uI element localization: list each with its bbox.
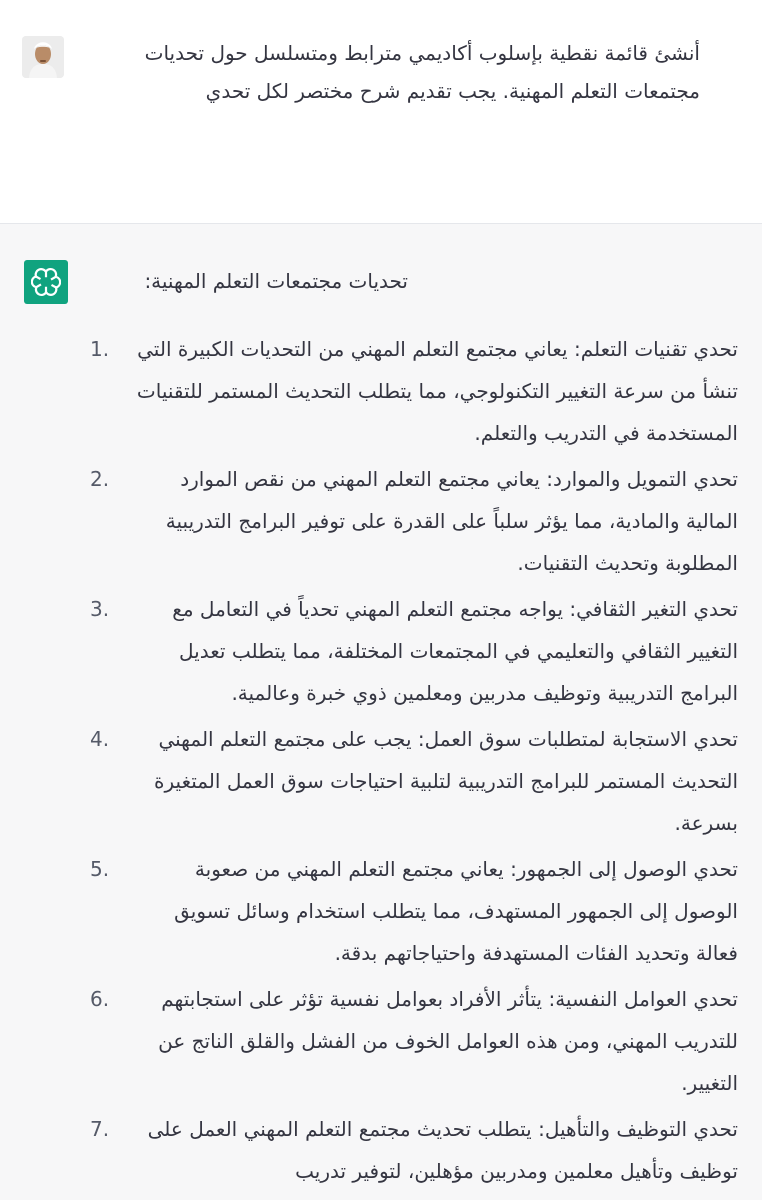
item-number: 7. — [90, 1117, 110, 1141]
user-avatar-photo — [22, 36, 64, 78]
item-text: تحدي التغير الثقافي: يواجه مجتمع التعلم المهني تحدياً في التعامل مع التغيير الثقافي والتعليمي في المجتمعات المختلفة، مما يتطلب تعديل البرامج التدريبية وتوظيف مدربين ومعلمين ذوي خبرة وعالمية. — [172, 597, 738, 705]
item-number: 5. — [90, 857, 110, 881]
list-item — [90, 458, 738, 584]
chatgpt-logo-icon — [24, 260, 68, 304]
list-item — [90, 978, 738, 1104]
item-number: 2. — [90, 467, 110, 491]
list-item — [90, 1108, 738, 1192]
item-number: 6. — [90, 987, 110, 1011]
list-item — [90, 328, 738, 454]
item-text: تحدي العوامل النفسية: يتأثر الأفراد بعوامل نفسية تؤثر على استجابتهم للتدريب المهني، ومن هذه العوامل الخوف من الفشل والقلق الناتج عن التغيير. — [158, 987, 738, 1095]
item-text: تحدي الوصول إلى الجمهور: يعاني مجتمع التعلم المهني من صعوبة الوصول إلى الجمهور المستهدف، مما يتطلب استخدام وسائل تسويق فعالة وتحديد الفئات المستهدفة واحتياجاتهم بدقة. — [174, 857, 738, 965]
list-item — [90, 848, 738, 974]
item-text: تحدي التوظيف والتأهيل: يتطلب تحديث مجتمع التعلم المهني العمل على توظيف وتأهيل معلمين ومدربين مؤهلين، لتوفير تدريب — [147, 1117, 738, 1183]
item-number: 1. — [90, 337, 110, 361]
assistant-message — [0, 224, 762, 1200]
challenges-list — [90, 328, 738, 1196]
user-avatar — [22, 36, 64, 78]
answer-heading: تحديات مجتمعات التعلم المهنية: — [144, 269, 408, 293]
list-item — [90, 588, 738, 714]
list-item — [90, 718, 738, 844]
item-text: تحدي التمويل والموارد: يعاني مجتمع التعلم المهني من نقص الموارد المالية والمادية، مما يؤثر سلباً على القدرة على توفير البرامج التدريبية المطلوبة وتحديث التقنيات. — [165, 467, 738, 575]
item-text: تحدي تقنيات التعلم: يعاني مجتمع التعلم المهني من التحديات الكبيرة التي تنشأ من سرعة التغيير التكنولوجي، مما يتطلب التحديث المستمر للتقنيات المستخدمة في التدريب والتعلم. — [136, 337, 738, 445]
user-message-text: أنشئ قائمة نقطية بإسلوب أكاديمي مترابط ومتسلسل حول تحديات مجتمعات التعلم المهنية. يجب تقديم شرح مختصر لكل تحدي — [144, 41, 700, 103]
item-text: تحدي الاستجابة لمتطلبات سوق العمل: يجب على مجتمع التعلم المهني التحديث المستمر للبرامج التدريبية لتلبية احتياجات سوق العمل المتغيرة بسرعة. — [154, 727, 738, 835]
item-number: 4. — [90, 727, 110, 751]
user-message — [0, 0, 762, 224]
item-number: 3. — [90, 597, 110, 621]
